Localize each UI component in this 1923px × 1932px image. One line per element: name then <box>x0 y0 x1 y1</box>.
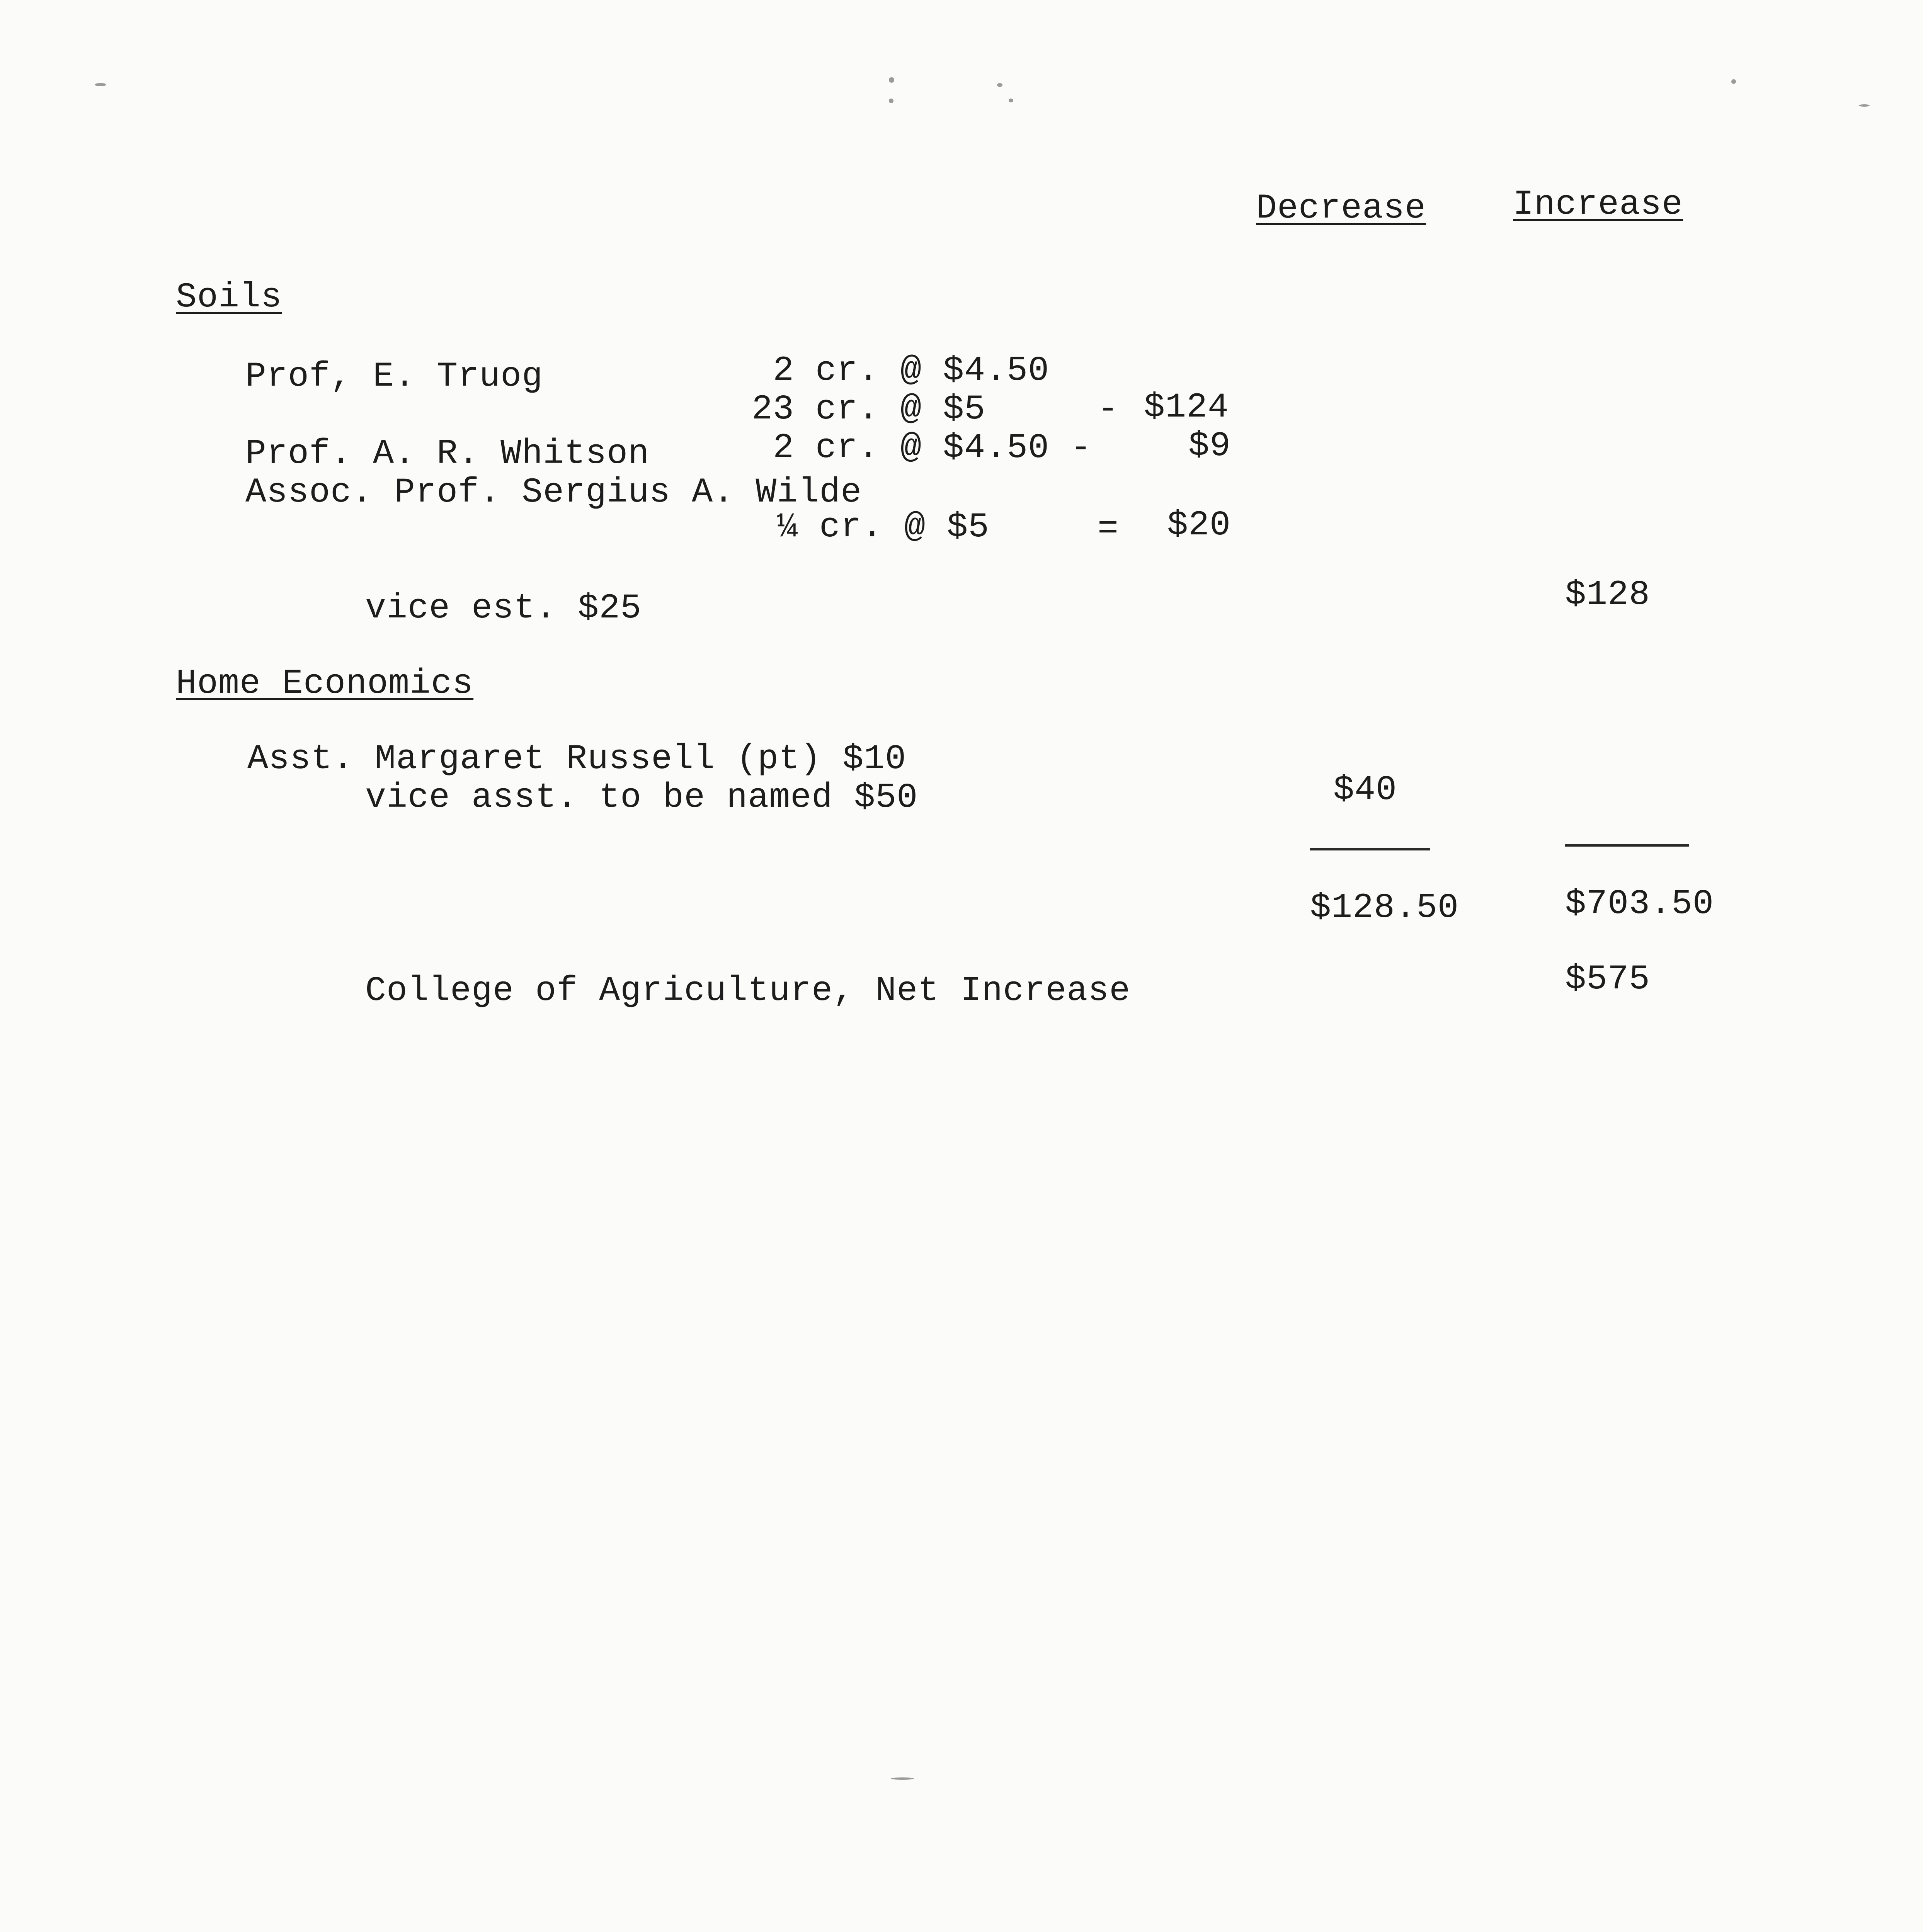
increase-sum-rule <box>1565 844 1689 847</box>
whitson-amount: $9 <box>1188 427 1231 466</box>
truog-name: Prof, E. Truog <box>245 357 543 396</box>
whitson-rate: 2 cr. @ $4.50 - <box>773 429 1092 468</box>
wilde-rate: ¼ cr. @ $5 <box>777 508 990 547</box>
net-increase-label: College of Agriculture, Net Increase <box>365 971 1131 1011</box>
whitson-name: Prof. A. R. Whitson <box>245 434 650 474</box>
wilde-amount: $20 <box>1167 506 1231 545</box>
decrease-column-header: Decrease <box>1256 189 1426 228</box>
russell-line: Asst. Margaret Russell (pt) $10 <box>247 740 907 779</box>
home-economics-decrease: $40 <box>1333 770 1397 810</box>
net-increase-amount: $575 <box>1565 960 1651 999</box>
scan-speck <box>1009 99 1013 102</box>
vice-asst-line: vice asst. to be named $50 <box>365 778 918 818</box>
truog-rate-line1: 2 cr. @ $4.50 <box>773 351 1050 391</box>
increase-sum: $703.50 <box>1565 884 1714 924</box>
increase-column-header: Increase <box>1513 185 1683 224</box>
truog-dash: - <box>1098 390 1119 429</box>
decrease-sum: $128.50 <box>1310 888 1459 928</box>
wilde-name: Assoc. Prof. Sergius A. Wilde <box>245 473 862 512</box>
home-economics-heading: Home Economics <box>176 664 474 704</box>
truog-amount: $124 <box>1144 388 1229 427</box>
soils-vice-estimate: vice est. $25 <box>365 589 642 628</box>
scan-speck <box>891 1777 914 1780</box>
scan-speck <box>889 77 894 83</box>
scan-speck <box>889 99 893 103</box>
soils-increase-total: $128 <box>1565 575 1651 615</box>
scan-speck <box>1731 79 1736 84</box>
scan-speck <box>95 83 106 86</box>
truog-rate-line2: 23 cr. @ $5 <box>752 390 986 429</box>
scan-speck <box>1859 104 1870 107</box>
soils-heading: Soils <box>176 278 282 317</box>
scan-speck <box>997 83 1002 87</box>
wilde-equals: = <box>1098 510 1119 549</box>
decrease-sum-rule <box>1310 848 1430 850</box>
